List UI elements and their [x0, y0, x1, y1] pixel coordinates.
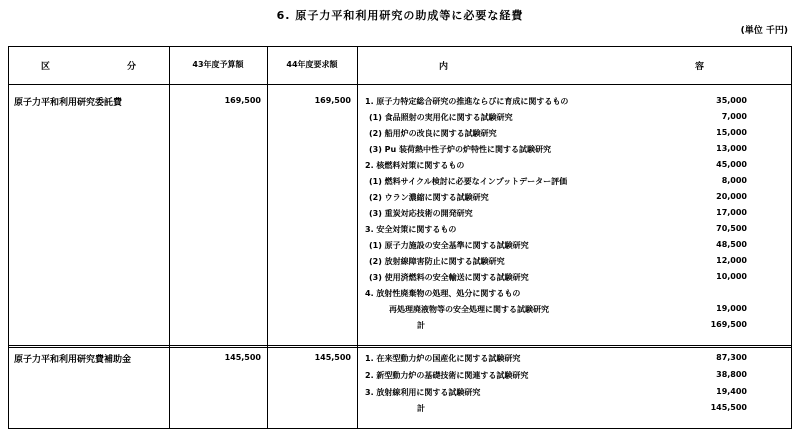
subtotal-label: 計 — [417, 404, 425, 413]
request44-amount: 145,500 — [314, 353, 351, 362]
content-value: 8,000 — [721, 176, 747, 185]
content-value: 38,800 — [716, 370, 747, 379]
content-item: (2) ウラン濃縮に関する試験研究 — [369, 193, 489, 202]
content-value: 10,000 — [716, 272, 747, 281]
content-item: (3) 重炭対応技術の開発研究 — [369, 209, 473, 218]
content-value: 7,000 — [721, 112, 747, 121]
content-value: 20,000 — [716, 192, 747, 201]
budget43-amount: 145,500 — [224, 353, 261, 362]
subtotal-value: 145,500 — [710, 403, 747, 412]
section-divider — [9, 345, 791, 348]
request44-amount: 169,500 — [314, 96, 351, 105]
page-title: 6. 原子力平和利用研究の助成等に必要な経費 — [276, 9, 524, 22]
content-item: 3. 放射線利用に関する試験研究 — [365, 388, 481, 397]
content-value: 45,000 — [716, 160, 747, 169]
content-item: (1) 原子力施設の安全基準に関する試験研究 — [369, 241, 529, 250]
category-subsidy: 原子力平和利用研究費補助金 — [14, 355, 132, 365]
header-kubun-b: 分 — [127, 62, 137, 72]
content-value: 15,000 — [716, 128, 747, 137]
content-item: (1) 食品照射の実用化に関する試験研究 — [369, 113, 513, 122]
column-divider — [357, 47, 358, 428]
content-item: 3. 安全対策に関するもの — [365, 225, 457, 234]
header-naiyo-a: 内 — [439, 62, 449, 72]
content-item: (3) Pu 装荷熱中性子炉の炉特性に関する試験研究 — [369, 145, 552, 154]
category-commission: 原子力平和利用研究委託費 — [14, 98, 123, 108]
content-value: 48,500 — [716, 240, 747, 249]
content-item: 4. 放射性廃棄物の処理、処分に関するもの — [365, 289, 521, 298]
content-value: 70,500 — [716, 224, 747, 233]
content-item: 1. 在来型動力炉の国産化に関する試験研究 — [365, 354, 521, 363]
content-item: 1. 原子力特定総合研究の推進ならびに育成に関するもの — [365, 97, 569, 106]
header-kubun-a: 区 — [41, 62, 51, 72]
content-item: (3) 使用済燃料の安全輸送に関する試験研究 — [369, 273, 529, 282]
content-value: 19,000 — [716, 304, 747, 313]
content-item: 2. 新型動力炉の基礎技術に関連する試験研究 — [365, 371, 529, 380]
content-value: 19,400 — [716, 387, 747, 396]
header-divider — [9, 84, 791, 85]
header-naiyo-b: 容 — [695, 62, 705, 72]
content-item: (2) 放射線障害防止に関する試験研究 — [369, 257, 505, 266]
header-budget43: 43年度予算額 — [192, 60, 244, 69]
content-value: 17,000 — [716, 208, 747, 217]
content-item: 再処理廃液物等の安全処理に関する試験研究 — [389, 305, 549, 314]
content-value: 13,000 — [716, 144, 747, 153]
budget-table — [8, 46, 792, 429]
content-value: 35,000 — [716, 96, 747, 105]
content-item: 2. 核燃料対策に関するもの — [365, 161, 465, 170]
budget43-amount: 169,500 — [224, 96, 261, 105]
content-value: 12,000 — [716, 256, 747, 265]
subtotal-label: 計 — [417, 321, 425, 330]
content-item: (2) 船用炉の改良に関する試験研究 — [369, 129, 497, 138]
content-value: 87,300 — [716, 353, 747, 362]
header-request44: 44年度要求額 — [286, 60, 338, 69]
content-item: (1) 燃料サイクル検討に必要なインプットデーター評価 — [369, 177, 568, 186]
subtotal-value: 169,500 — [710, 320, 747, 329]
unit-note: (単位 千円) — [740, 26, 788, 36]
